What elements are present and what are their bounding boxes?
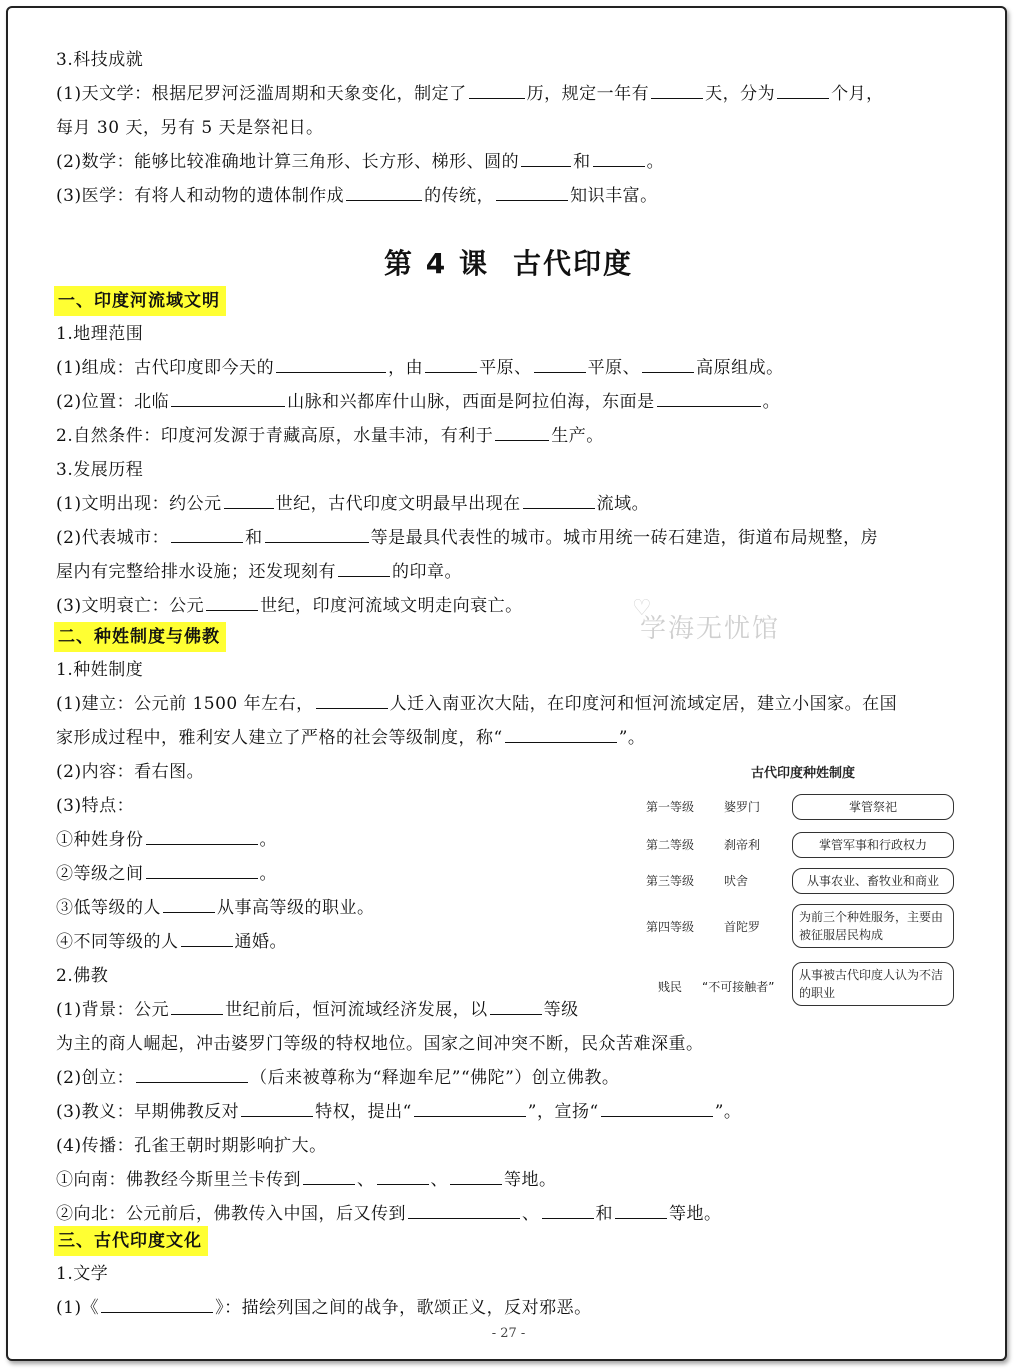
blank[interactable] [408,1202,520,1219]
caste-level: 第三等级 [646,874,695,888]
spread-line: (4)传播：孔雀王朝时期影响扩大。 [56,1136,327,1156]
features-heading: (3)特点： [56,796,135,816]
caste-name: 刹帝利 [724,838,761,852]
blank[interactable] [615,1202,667,1219]
feature-2: ②等级之间 。 [56,864,277,884]
blank[interactable] [146,862,258,879]
blank[interactable] [425,356,477,373]
blank[interactable] [657,390,761,407]
watermark: 学海无忧馆 [640,614,781,644]
content-line: (2)内容：看右图。 [56,762,205,782]
blank[interactable] [601,1100,713,1117]
literature-heading: 1.文学 [56,1264,109,1284]
blank[interactable] [521,150,571,167]
page-number: - 27 - [491,1326,526,1341]
decline-line: (3)文明衰亡：公元 世纪，印度河流域文明走向衰亡。 [56,596,523,616]
math-line: (2)数学：能够比较准确地计算三角形、长方形、梯形、圆的 和 。 [56,152,665,172]
caste-duty: 掌管祭祀 [792,794,954,820]
blank[interactable] [490,998,542,1015]
blank[interactable] [346,184,422,201]
medicine-line: (3)医学：有将人和动物的遗体制作成 的传统， 知识丰富。 [56,186,658,206]
nature-line: 2.自然条件：印度河发源于青藏高原，水量丰沛，有利于 生产。 [56,426,604,446]
caste-level: 第二等级 [646,838,695,852]
blank[interactable] [224,492,274,509]
part3-heading: 三、古代印度文化 [54,1226,208,1256]
blank[interactable] [505,726,617,743]
blank[interactable] [303,1168,355,1185]
blank[interactable] [276,356,386,373]
watermark-logo-icon: ♡ [632,596,652,621]
blank[interactable] [593,150,645,167]
caste-level: 第一等级 [646,800,695,814]
blank[interactable] [642,356,694,373]
geo-heading: 1.地理范围 [56,324,144,344]
caste-duty: 从事农业、畜牧业和商业 [792,868,954,894]
blank[interactable] [651,82,703,99]
caste-duty: 为前三个种姓服务，主要由被征服居民构成 [792,904,954,948]
composition-line: (1)组成：古代印度即今天的 ，由 平原、 平原、 高原组成。 [56,358,784,378]
astronomy-line: (1)天文学：根据尼罗河泛滥周期和天象变化，制定了 历，规定一年有 天，分为 个月， [56,84,884,104]
blank[interactable] [171,998,223,1015]
blank[interactable] [101,1296,213,1313]
caste-level: 第四等级 [646,920,695,934]
north-line: ②向北：公元前后，佛教传入中国，后又传到 、 和 等地。 [56,1204,722,1224]
blank[interactable] [241,1100,313,1117]
position-line: (2)位置：北临 山脉和兴都库什山脉，西面是阿拉伯海，东面是 。 [56,392,781,412]
lesson-title: 第 4 课 古代印度 [384,247,633,280]
founding-line: (2)创立： （后来被尊称为“释迦牟尼”“佛陀”）创立佛教。 [56,1068,620,1088]
caste-name: 吠舍 [724,874,749,888]
caste-duty: 从事被古代印度人认为不洁的职业 [792,962,954,1006]
blank[interactable] [136,1066,248,1083]
blank[interactable] [523,492,595,509]
blank[interactable] [377,1168,429,1185]
caste-system-chart [640,756,966,1022]
background-line: (1)背景：公元 世纪前后，恒河流域经济发展，以 等级 [56,1000,579,1020]
doctrine-line: (3)教义：早期佛教反对 特权，提出“ ”，宣扬“ ”。 [56,1102,742,1122]
establish-line-2: 家形成过程中，雅利安人建立了严格的社会等级制度，称“ ”。 [56,728,646,748]
blank[interactable] [414,1100,526,1117]
caste-heading: 1.种姓制度 [56,660,144,680]
blank[interactable] [495,424,549,441]
background-line-2: 为主的商人崛起，冲击婆罗门等级的特权地位。国家之间冲突不断，民众苦难深重。 [56,1034,704,1054]
cities-line: (2)代表城市： 和 等是最具代表性的城市。城市用统一砖石建造，街道布局规整，房 [56,528,879,548]
epic-line: (1)《 》：描绘列国之间的战争，歌颂正义，反对邪恶。 [56,1298,592,1318]
south-line: ①向南：佛教经今斯里兰卡传到 、 、 等地。 [56,1170,557,1190]
feature-4: ④不同等级的人 通婚。 [56,932,287,952]
caste-name: “不可接触者” [702,980,775,994]
section-heading-tech: 3.科技成就 [56,50,144,70]
part2-heading: 二、种姓制度与佛教 [54,622,226,652]
development-heading: 3.发展历程 [56,460,144,480]
buddhism-heading: 2.佛教 [56,966,109,986]
astronomy-line-2: 每月 30 天，另有 5 天是祭祀日。 [56,118,324,138]
caste-name: 婆罗门 [724,800,761,814]
blank[interactable] [265,526,369,543]
blank[interactable] [171,526,243,543]
cities-line-2: 屋内有完整给排水设施；还发现刻有 的印章。 [56,562,462,582]
blank[interactable] [450,1168,502,1185]
blank[interactable] [181,930,233,947]
blank[interactable] [534,356,586,373]
caste-duty: 掌管军事和行政权力 [792,832,954,858]
blank[interactable] [469,82,525,99]
blank[interactable] [316,692,388,709]
establish-line: (1)建立：公元前 1500 年左右， 人迁入南亚次大陆，在印度河和恒河流域定居，建立小国家。在国 [56,694,898,714]
blank[interactable] [206,594,258,611]
feature-1: ①种姓身份 。 [56,830,277,850]
caste-chart-title: 古代印度种姓制度 [750,766,855,781]
blank[interactable] [542,1202,594,1219]
caste-level: 贱民 [658,980,683,994]
blank[interactable] [777,82,829,99]
blank[interactable] [171,390,285,407]
emergence-line: (1)文明出现：约公元 世纪，古代印度文明最早出现在 流域。 [56,494,650,514]
blank[interactable] [338,560,390,577]
blank[interactable] [496,184,568,201]
caste-name: 首陀罗 [724,920,761,934]
blank[interactable] [146,828,258,845]
feature-3: ③低等级的人 从事高等级的职业。 [56,898,375,918]
part1-heading: 一、印度河流域文明 [54,286,226,316]
blank[interactable] [163,896,215,913]
